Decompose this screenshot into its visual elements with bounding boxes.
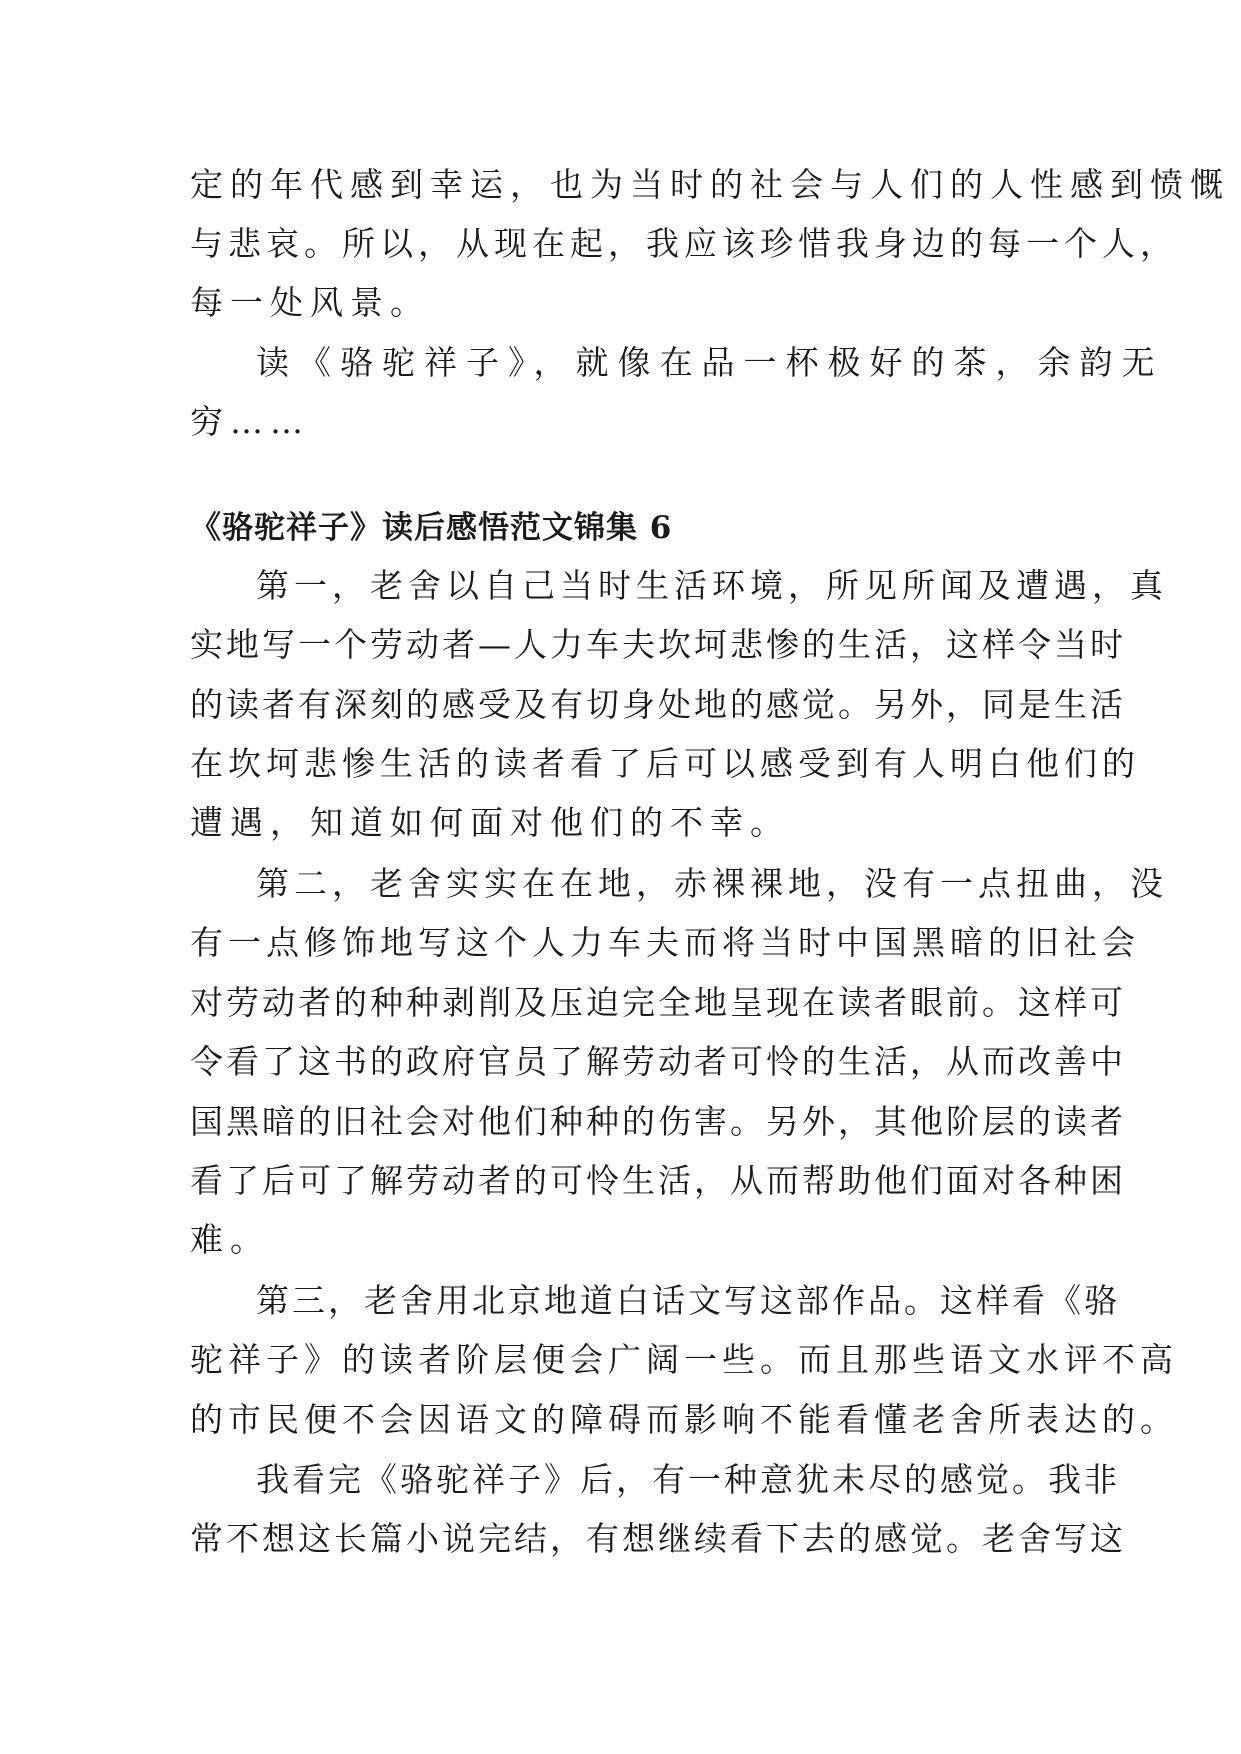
section-heading: 《骆驼祥子》读后感悟范文锦集 6 [190,510,673,546]
text-line: 国黑暗的旧社会对他们种种的伤害。另外，其他阶层的读者 [190,1102,1126,1141]
text-line: 看了后可了解劳动者的可怜生活，从而帮助他们面对各种困 [190,1161,1126,1200]
text-line: 读《骆驼祥子》，就像在品一杯极好的茶，余韵无 [256,343,1164,382]
text-line: 对劳动者的种种剥削及压迫完全地呈现在读者眼前。这样可 [190,983,1126,1022]
text-line: 遭遇，知道如何面对他们的不幸。 [190,803,790,842]
text-line: 有一点修饰地写这个人力车夫而将当时中国黑暗的旧社会 [190,923,1140,962]
text-line: 我看完《骆驼祥子》后，有一种意犹未尽的感觉。我非 [256,1460,1120,1499]
text-line: 第一，老舍以自己当时生活环境，所见所闻及遭遇，真 [256,566,1168,605]
text-line: 常不想这长篇小说完结，有想继续看下去的感觉。老舍写这 [190,1519,1126,1558]
text-line: 在坎坷悲惨生活的读者看了后可以感受到有人明白他们的 [190,744,1140,783]
text-line: 的读者有深刻的感受及有切身处地的感觉。另外，同是生活 [190,685,1126,724]
text-line: 令看了这书的政府官员了解劳动者可怜的生活，从而改善中 [190,1042,1126,1081]
text-line: 定的年代感到幸运，也为当时的社会与人们的人性感到愤慨 [190,165,1230,204]
text-line: 穷…… [190,402,310,441]
text-line: 实地写一个劳动者—人力车夫坎坷悲惨的生活，这样令当时 [190,625,1126,664]
text-line: 驼祥子》的读者阶层便会广阔一些。而且那些语文水评不高 [190,1340,1178,1379]
text-line: 每一处风景。 [190,283,430,322]
text-line: 第二，老舍实实在在地，赤裸裸地，没有一点扭曲，没 [256,864,1168,903]
text-line: 第三，老舍用北京地道白话文写这部作品。这样看《骆 [256,1281,1120,1320]
text-line: 的市民便不会因语文的障碍而影响不能看懂老舍所表达的。 [190,1400,1178,1439]
text-line: 难。 [190,1220,270,1259]
text-line: 与悲哀。所以，从现在起，我应该珍惜我身边的每一个人， [190,224,1178,263]
